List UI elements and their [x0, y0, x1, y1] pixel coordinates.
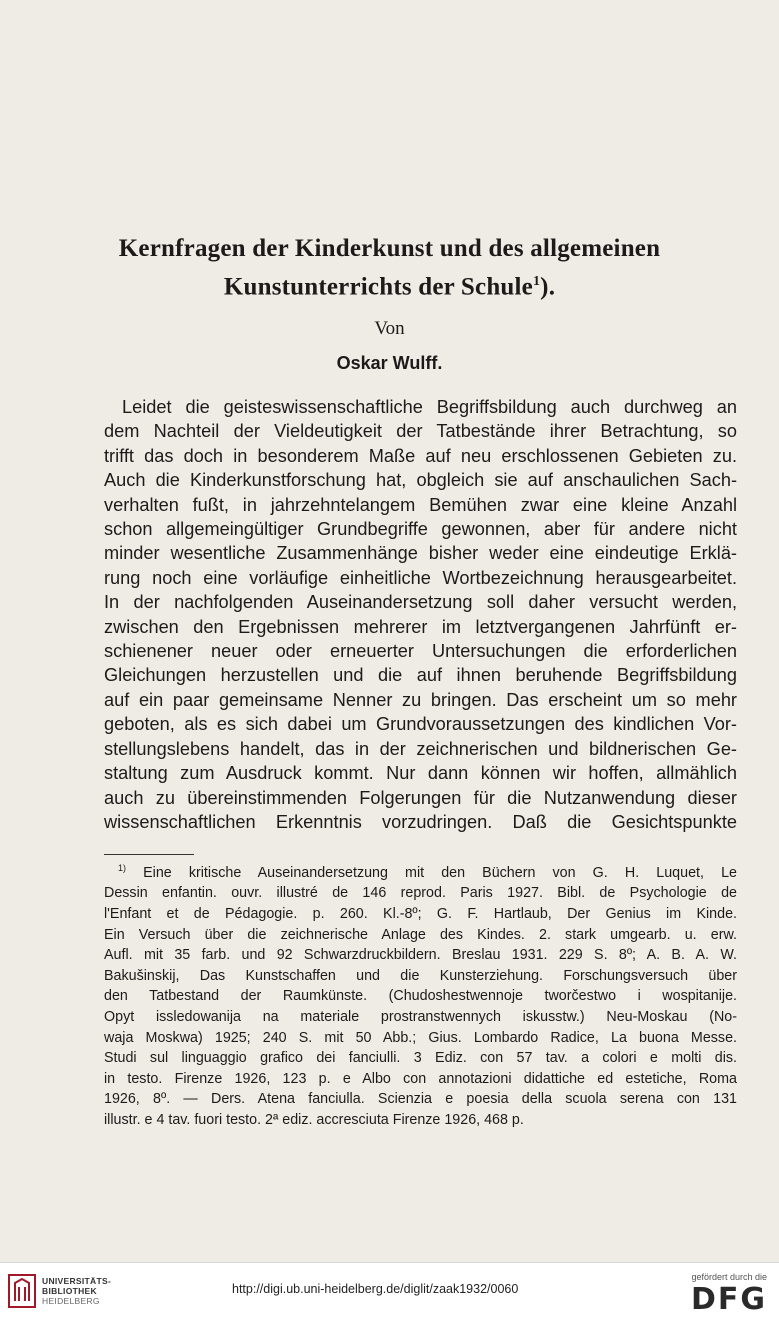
- body-line: geboten, als es sich dabei um Grundvoraussetzungen des kindlichen Vor-: [104, 714, 737, 735]
- author-name: Oskar Wulff.: [336, 353, 443, 373]
- footnote-line: Dessin enfantin. ouvr. illustré de 146 reprod. Paris 1927. Bibl. de Psychologie de: [104, 885, 737, 902]
- body-line: trifft das doch in besonderem Maße auf neu erschlossenen Gebieten zu.: [104, 445, 737, 466]
- footnote-line: Bakušinskij, Das Kunstschaffen und die Kunsterziehung. Forschungsversuch über: [104, 967, 737, 984]
- footnote-line: illustr. e 4 tav. fuori testo. 2ª ediz. accresciuta Firenze 1926, 468 p.: [104, 1111, 524, 1128]
- footnote-line: den Tatbestand der Raumkünste. (Chudoshestwennoje tworčestwo i wospitanije.: [104, 988, 737, 1005]
- university-library-label[interactable]: [42, 1276, 111, 1306]
- body-line: wissenschaftlichen Erkenntnis vorzudringen. Daß die Gesichtspunkte: [104, 811, 737, 832]
- body-line: Auch die Kinderkunstforschung hat, obgleich sie auf anschaulichen Sach-: [104, 470, 737, 491]
- body-line: staltung zum Ausdruck kommt. Nur dann können wir hoffen, allmählich: [104, 763, 737, 784]
- footnote-line: in testo. Firenze 1926, 123 p. e Albo con annotazioni didattiche ed estetiche, Roma: [104, 1070, 737, 1087]
- permalink-url[interactable]: http://digi.ub.uni-heidelberg.de/diglit/zaak1932/0060: [232, 1282, 519, 1296]
- footnote-line: Ein Versuch über die zeichnerische Anlage des Kindes. 2. stark umgearb. u. erw.: [104, 926, 737, 943]
- logo-line-1: UNIVERSITÄTS-: [42, 1276, 112, 1286]
- body-line: In der nachfolgenden Auseinandersetzung soll daher versucht werden,: [104, 592, 737, 613]
- footnote: [104, 858, 737, 1130]
- footnote-mark: 1): [118, 863, 127, 873]
- body-line: auch zu übereinstimmenden Folgerungen für die Nutzanwendung dieser: [104, 787, 737, 808]
- footnote-line: l'Enfant et de Pédagogie. p. 260. Kl.-8º; G. F. Hartlaub, Der Genius im Kinde.: [104, 905, 737, 922]
- footnote-line: Opyt issledowanija na materiale prostranstwennych iskusstw.) Neu-Moskau (No-: [104, 1008, 737, 1025]
- university-library-logo-icon: [8, 1274, 36, 1308]
- body-line: schienener neuer oder erneuerter Untersuchungen die erforderlichen: [104, 641, 737, 662]
- footnote-divider: [104, 854, 194, 855]
- footnote-line: waja Moskwa) 1925; 240 S. mit 50 Abb.; Gius. Lombardo Radice, La buona Messe.: [104, 1029, 737, 1046]
- dfg-logo[interactable]: DFG: [690, 1282, 767, 1317]
- article-title: [60, 232, 719, 303]
- title-suffix: ).: [540, 273, 556, 301]
- body-line: zwischen den Ergebnissen mehrerer im letztvergangenen Jahrfünft er-: [104, 616, 737, 637]
- title-line-1: Kernfragen der Kinderkunst und des allgemeinen: [118, 235, 661, 262]
- logo-line-2: BIBLIOTHEK: [42, 1286, 97, 1296]
- footnote-line: Studi sul linguaggio grafico dei fanciulli. 3 Ediz. con 57 tav. a colori e molti dis.: [104, 1050, 737, 1067]
- byline-von: Von: [374, 318, 405, 339]
- body-line: dem Nachteil der Vieldeutigkeit der Tatbestände ihrer Betrachtung, so: [104, 421, 737, 442]
- body-line: Leidet die geisteswissenschaftliche Begriffsbildung auch durchweg an: [122, 397, 737, 417]
- body-line: auf ein paar gemeinsame Nenner zu bringen. Das erscheint um so mehr: [104, 689, 737, 710]
- body-line: rung noch eine vorläufige einheitliche Wortbezeichnung herausgearbeitet.: [104, 567, 737, 588]
- footnote-line: [104, 858, 737, 883]
- body-line: Gleichungen herzustellen und die auf ihnen beruhende Begriffsbildung: [104, 665, 737, 686]
- footnote-line: Aufl. mit 35 farb. und 92 Schwarzdruckbildern. Breslau 1931. 229 S. 8º; A. B. A. W.: [104, 947, 737, 964]
- title-footnote-mark: 1: [532, 274, 541, 289]
- footnote-line-text: Eine kritische Auseinandersetzung mit den Büchern von G. H. Luquet, Le: [143, 864, 737, 881]
- body-line: minder wesentliche Zusammenhänge bisher weder eine eindeutige Erklä-: [104, 543, 737, 564]
- footnote-line: 1926, 8º. — Ders. Atena fanciulla. Scienzia e poesia della scuola serena con 131: [104, 1091, 737, 1108]
- body-line: verhalten fußt, in jahrzehntelangem Bemühen zwar eine kleine Anzahl: [104, 494, 737, 515]
- viewer-footer: [0, 1262, 779, 1321]
- body-line: stellungslebens handelt, das in der zeichnerischen und bildnerischen Ge-: [104, 738, 737, 759]
- body-line: schon allgemeingültiger Grundbegriffe gewonnen, aber für andere nicht: [104, 519, 737, 540]
- logo-line-3: HEIDELBERG: [42, 1296, 100, 1306]
- body-paragraph: [104, 395, 737, 834]
- funding-label: gefördert durch die: [691, 1272, 767, 1282]
- title-line-2: Kunstunterrichts der Schule: [223, 273, 533, 301]
